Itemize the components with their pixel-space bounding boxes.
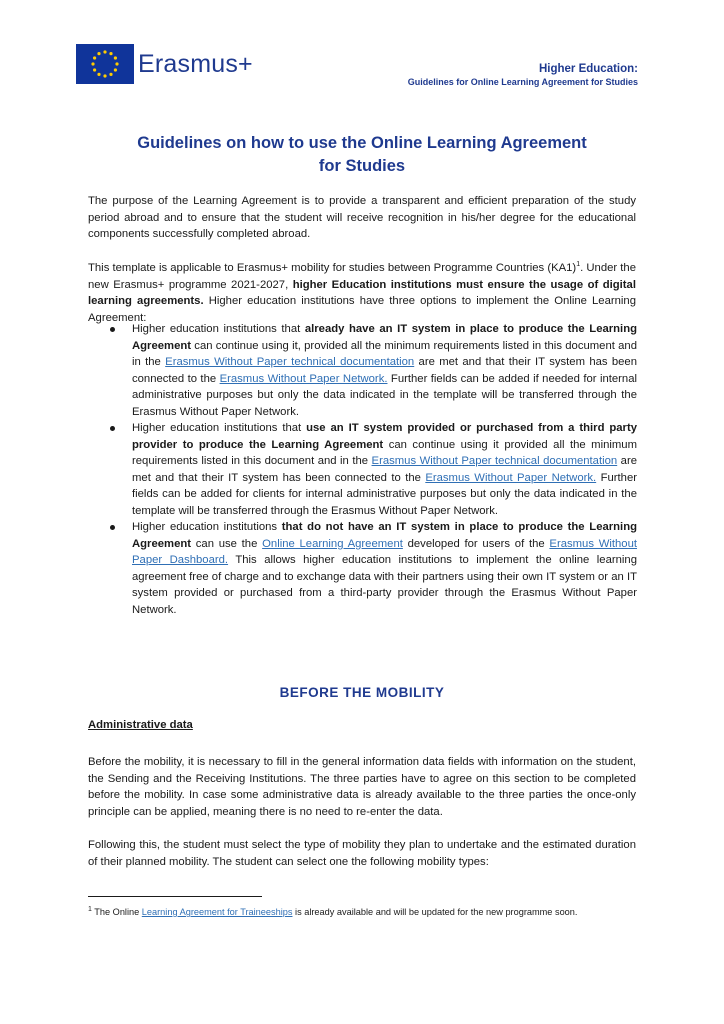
bullet-icon xyxy=(110,327,115,332)
document-title xyxy=(82,132,642,178)
admin-paragraph: Before the mobility, it is necessary to fill in the general information data fields with information on the student, the Sending and the Receiving Institutions. The three parties have to agree on this section to be completed before the mobility. In case some administrative data is already available to the three parties the once-only principle can be applied, meaning there is no need to re-enter the data. xyxy=(88,756,636,818)
bullet-bold: that do not have an IT system in place to produce the Learning Agreement xyxy=(132,521,637,550)
list-item xyxy=(132,519,637,618)
bullet-text: can use the xyxy=(191,537,263,550)
intro-paragraph: The purpose of the Learning Agreement is to provide a transparent and efficient preparation of the study period abroad and to ensure that the student will receive recognition in his/her degree for the educational components successfully completed abroad. xyxy=(88,195,636,240)
erasmus-logo xyxy=(76,44,253,84)
footnote-divider xyxy=(88,896,262,897)
template-text-3: Higher education institutions have three options to implement the Online Learning Agreement: xyxy=(88,295,636,324)
bullet-bold: use an IT system provided or purchased from a third party provider to produce the Learning Agreement xyxy=(132,422,637,451)
running-header xyxy=(408,62,638,88)
bullet-text: Higher education institutions that xyxy=(132,323,305,335)
bullet-text: can continue using it provided all the minimum requirements listed in this document and in the xyxy=(132,438,637,467)
footnote xyxy=(88,906,618,919)
bullet-text: Further fields can be added for clients for internal administrative purposes but only the data indicated in the template will be transferred through the Erasmus Without Paper Network. xyxy=(132,471,637,517)
bullet-text: Further fields can be added if needed for internal administrative purposes but only the data indicated in the template will be transferred through the Erasmus Without Paper Network. xyxy=(132,372,637,418)
header-subtitle: Guidelines for Online Learning Agreement for Studies xyxy=(407,77,638,87)
header-title: Higher Education: xyxy=(538,63,638,75)
logo-text: Erasmus+ xyxy=(138,49,253,78)
ewp-technical-documentation-link[interactable]: Erasmus Without Paper technical documentation xyxy=(371,455,618,467)
section-heading: BEFORE THE MOBILITY xyxy=(279,685,445,700)
bullet-text: Higher education institutions xyxy=(132,521,282,533)
list-item xyxy=(132,420,637,519)
bullet-text: Higher education institutions that xyxy=(132,422,307,434)
footnote-number: 1 xyxy=(88,905,92,913)
eu-flag-icon xyxy=(76,44,134,84)
footnote-text-2: is already available and will be updated for the new programme soon. xyxy=(292,907,578,917)
ewp-network-link[interactable]: Erasmus Without Paper Network. xyxy=(425,471,597,484)
bullet-text: can continue using it, provided all the minimum requirements listed in this document and in the xyxy=(132,339,637,368)
document-title-line1: Guidelines on how to use the Online Learning Agreement xyxy=(137,134,587,152)
template-paragraph xyxy=(88,260,636,326)
bullet-text: developed for users of the xyxy=(402,537,550,550)
bullet-icon xyxy=(110,525,115,530)
subsection-heading: Administrative data xyxy=(88,719,193,731)
template-text-1: This template is applicable to Erasmus+ mobility for studies between Programme Countries (KA1) xyxy=(88,262,577,274)
bullet-text: are met and that their IT system has been connected to the xyxy=(132,455,638,484)
bullet-bold: already have an IT system in place to produce the Learning Agreement xyxy=(132,323,637,352)
bullet-text: are met and that their IT system has been connected to the xyxy=(132,356,637,385)
footnote-ref: 1 xyxy=(576,261,581,269)
traineeships-link[interactable]: Learning Agreement for Traineeships xyxy=(141,907,293,917)
following-paragraph: Following this, the student must select the type of mobility they plan to undertake and the estimated duration of their planned mobility. The student can select one the following mobility types: xyxy=(88,839,636,868)
document-title-line2: for Studies xyxy=(318,157,406,175)
template-bold: higher Education institutions must ensure the usage of digital learning agreements. xyxy=(88,278,636,307)
bullet-icon xyxy=(110,426,115,431)
online-learning-agreement-link[interactable]: Online Learning Agreement xyxy=(262,537,403,550)
bullet-text: This allows higher education institutions to implement the online learning agreement free of charge and to exchange data with their partners using their own IT system or an IT system provided or purchased from a third-party provider through the Erasmus Without Paper Network. xyxy=(132,554,637,616)
footnote-text-1: The Online xyxy=(91,907,142,917)
ewp-dashboard-link[interactable]: Erasmus Without Paper Dashboard. xyxy=(132,537,638,566)
list-item xyxy=(132,321,637,420)
options-list xyxy=(132,321,637,618)
ewp-network-link[interactable]: Erasmus Without Paper Network. xyxy=(219,372,388,385)
ewp-technical-documentation-link[interactable]: Erasmus Without Paper technical documentation xyxy=(165,356,415,368)
template-text-2: . Under the new Erasmus+ programme 2021-2027, xyxy=(88,262,637,291)
